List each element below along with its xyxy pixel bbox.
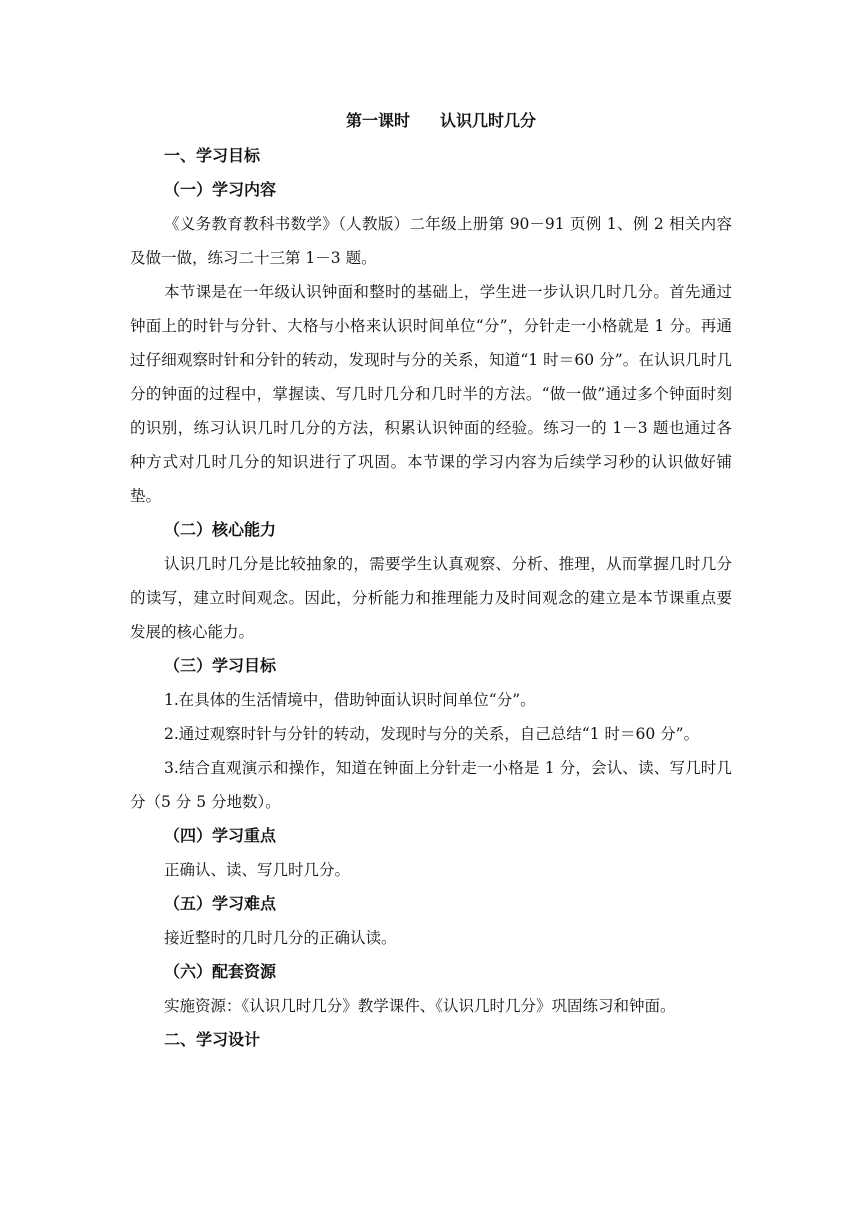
subheading-core-ability: （二）核心能力 [164,520,277,539]
paragraph-key-points: 正确认、读、写几时几分。 [164,861,351,879]
subheading-resources: （六）配套资源 [164,962,277,981]
paragraph-core-ability: 认识几时几分是比较抽象的，需要学生认真观察、分析、推理，从而掌握几时几分的读写，建立时间观念。因此，分析能力和推理能力及时间观念的建立是本节课重点要发展的核心能力。 [130,555,732,641]
lesson-title [130,105,732,137]
objective-item-1: 1.在具体的生活情境中，借助钟面认识时间单位“分”。 [164,691,536,709]
lesson-title-part2: 认识几时几分 [440,111,537,130]
lesson-title-part1: 第一课时 [345,111,410,130]
document-page [130,105,732,1057]
subheading-learning-objectives: （三）学习目标 [164,656,277,675]
section-heading-learning-goals: 一、学习目标 [164,146,261,165]
paragraph-content-description: 本节课是在一年级认识钟面和整时的基础上，学生进一步认识几时几分。首先通过钟面上的时针与分针、大格与小格来认识时间单位“分”，分针走一小格就是 1 分。再通过仔细观察时针和分针的转动，发现时与分的关系，知道“1 时＝60 分”。在认识几时几分的钟面的过程中，掌握读、写几时几分和几时半的方法。“做一做”通过多个钟面时刻的识别，练习认识几时几分的方法，积累认识钟面的经验。练习一的 1－3 题也通过各种方式对几时几分的知识进行了巩固。本节课的学习内容为后续学习秒的认识做好铺垫。 [130,283,732,505]
paragraph-resources: 实施资源：《认识几时几分》教学课件、《认识几时几分》巩固练习和钟面。 [164,997,676,1015]
objective-item-3: 3.结合直观演示和操作，知道在钟面上分针走一小格是 1 分，会认、读、写几时几分（5 分 5 分地数）。 [130,759,732,811]
paragraph-difficulties: 接近整时的几时几分的正确认读。 [164,929,397,947]
objective-item-2: 2.通过观察时针与分针的转动，发现时与分的关系，自己总结“1 时＝60 分”。 [164,725,700,743]
paragraph-content-scope: 《义务教育教科书数学》（人教版）二年级上册第 90－91 页例 1、例 2 相关内容及做一做，练习二十三第 1－3 题。 [130,215,732,267]
section-heading-learning-design: 二、学习设计 [164,1030,261,1049]
subheading-learning-content: （一）学习内容 [164,180,277,199]
subheading-difficulties: （五）学习难点 [164,894,277,913]
subheading-key-points: （四）学习重点 [164,826,277,845]
